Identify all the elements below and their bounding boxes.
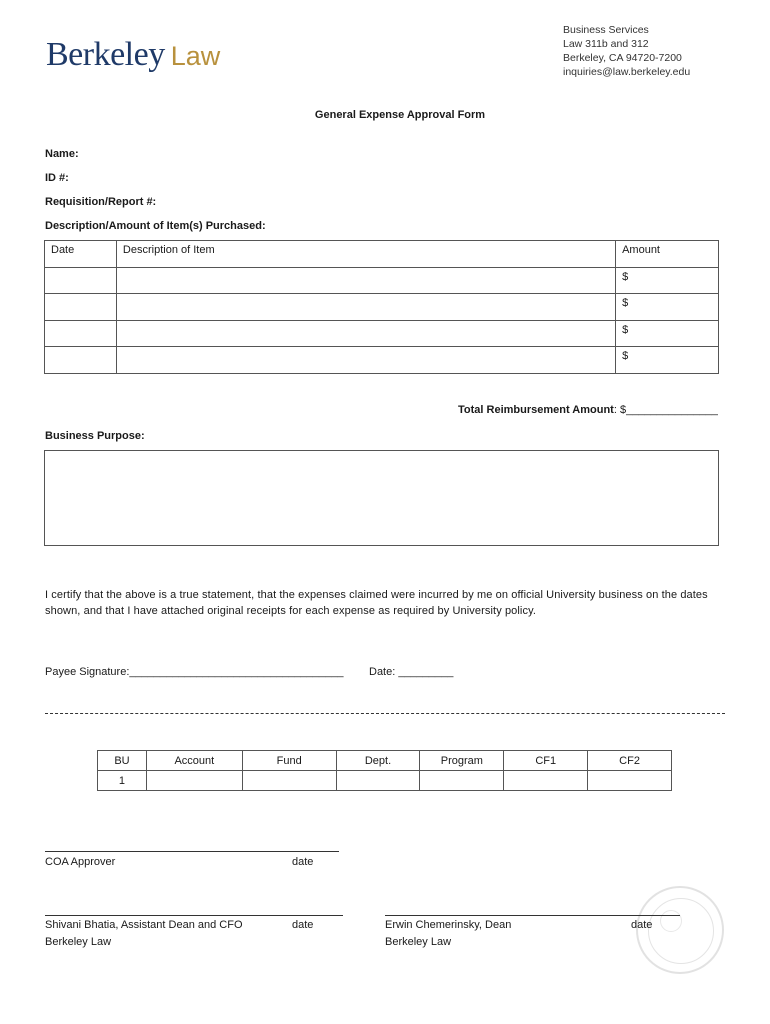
program-cell[interactable] [420, 771, 504, 791]
table-row [45, 347, 719, 374]
amount-cell[interactable]: $ [616, 294, 719, 321]
address-line: Berkeley, CA 94720-7200 [563, 52, 682, 64]
cf2-cell[interactable] [588, 771, 672, 791]
header-description: Description of Item [116, 241, 615, 268]
header-bu: BU [98, 751, 147, 771]
coa-data-row [98, 771, 672, 791]
header-amount: Amount [616, 241, 719, 268]
cfo-org: Berkeley Law [45, 936, 112, 948]
dean-name: Erwin Chemerinsky, Dean [385, 919, 512, 931]
items-table [44, 240, 719, 374]
seal-core [660, 910, 682, 932]
header-date: Date [45, 241, 117, 268]
date-cell[interactable] [45, 347, 117, 374]
requisition-label: Requisition/Report #: [45, 196, 157, 208]
cfo-name: Shivani Bhatia, Assistant Dean and CFO [45, 919, 243, 931]
logo-main: Berkeley [46, 36, 165, 73]
address-block [563, 23, 690, 79]
payee-signature-line[interactable]: Payee Signature:___________________________________ [45, 666, 344, 678]
date-cell[interactable] [45, 320, 117, 347]
coa-approver-label: COA Approver [45, 856, 116, 868]
description-cell[interactable] [116, 267, 615, 294]
date-cell[interactable] [45, 294, 117, 321]
name-label: Name: [45, 148, 79, 160]
address-line: Business Services [563, 24, 649, 36]
amount-cell[interactable]: $ [616, 267, 719, 294]
header-account: Account [146, 751, 242, 771]
total-reimbursement [458, 404, 718, 416]
dean-date-label: date [631, 919, 653, 931]
header-cf1: CF1 [504, 751, 588, 771]
address-line: Law 311b and 312 [563, 38, 649, 50]
header-fund: Fund [242, 751, 336, 771]
coa-header-row [98, 751, 672, 771]
amount-cell[interactable]: $ [616, 320, 719, 347]
account-cell[interactable] [146, 771, 242, 791]
bu-cell: 1 [98, 771, 147, 791]
header-dept: Dept. [336, 751, 420, 771]
id-label: ID #: [45, 172, 69, 184]
cf1-cell[interactable] [504, 771, 588, 791]
cfo-signature-line[interactable] [45, 915, 343, 916]
total-value[interactable]: : $_______________ [613, 404, 718, 416]
cfo-date-label: date [292, 919, 314, 931]
business-purpose-box[interactable] [44, 450, 719, 546]
table-row [45, 267, 719, 294]
business-purpose-label: Business Purpose: [45, 430, 145, 442]
payee-date-line[interactable]: Date: _________ [369, 666, 454, 678]
logo-sub: Law [170, 41, 221, 71]
berkeley-law-logo [46, 36, 220, 74]
items-header-row [45, 241, 719, 268]
form-title: General Expense Approval Form [314, 109, 486, 121]
certification-text: I certify that the above is a true statement, that the expenses claimed were incurred by me on official University business on the dates shown, and that I have attached original receipts for each expense as required by University policy. [45, 589, 708, 617]
header-cf2: CF2 [588, 751, 672, 771]
table-row [45, 320, 719, 347]
description-cell[interactable] [116, 347, 615, 374]
fund-cell[interactable] [242, 771, 336, 791]
header-program: Program [420, 751, 504, 771]
coa-date-label: date [292, 856, 314, 868]
description-cell[interactable] [116, 320, 615, 347]
amount-cell[interactable]: $ [616, 347, 719, 374]
dean-signature-line[interactable] [385, 915, 680, 916]
address-email: inquiries@law.berkeley.edu [563, 66, 691, 78]
description-label: Description/Amount of Item(s) Purchased: [45, 220, 266, 232]
coa-signature-line[interactable] [45, 851, 339, 852]
description-cell[interactable] [116, 294, 615, 321]
seal-inner-ring [648, 898, 714, 964]
table-row [45, 294, 719, 321]
date-cell[interactable] [45, 267, 117, 294]
dean-org: Berkeley Law [385, 936, 452, 948]
dashed-divider [45, 713, 725, 714]
coa-table [97, 750, 672, 791]
dept-cell[interactable] [336, 771, 420, 791]
total-label: Total Reimbursement Amount [458, 404, 614, 416]
